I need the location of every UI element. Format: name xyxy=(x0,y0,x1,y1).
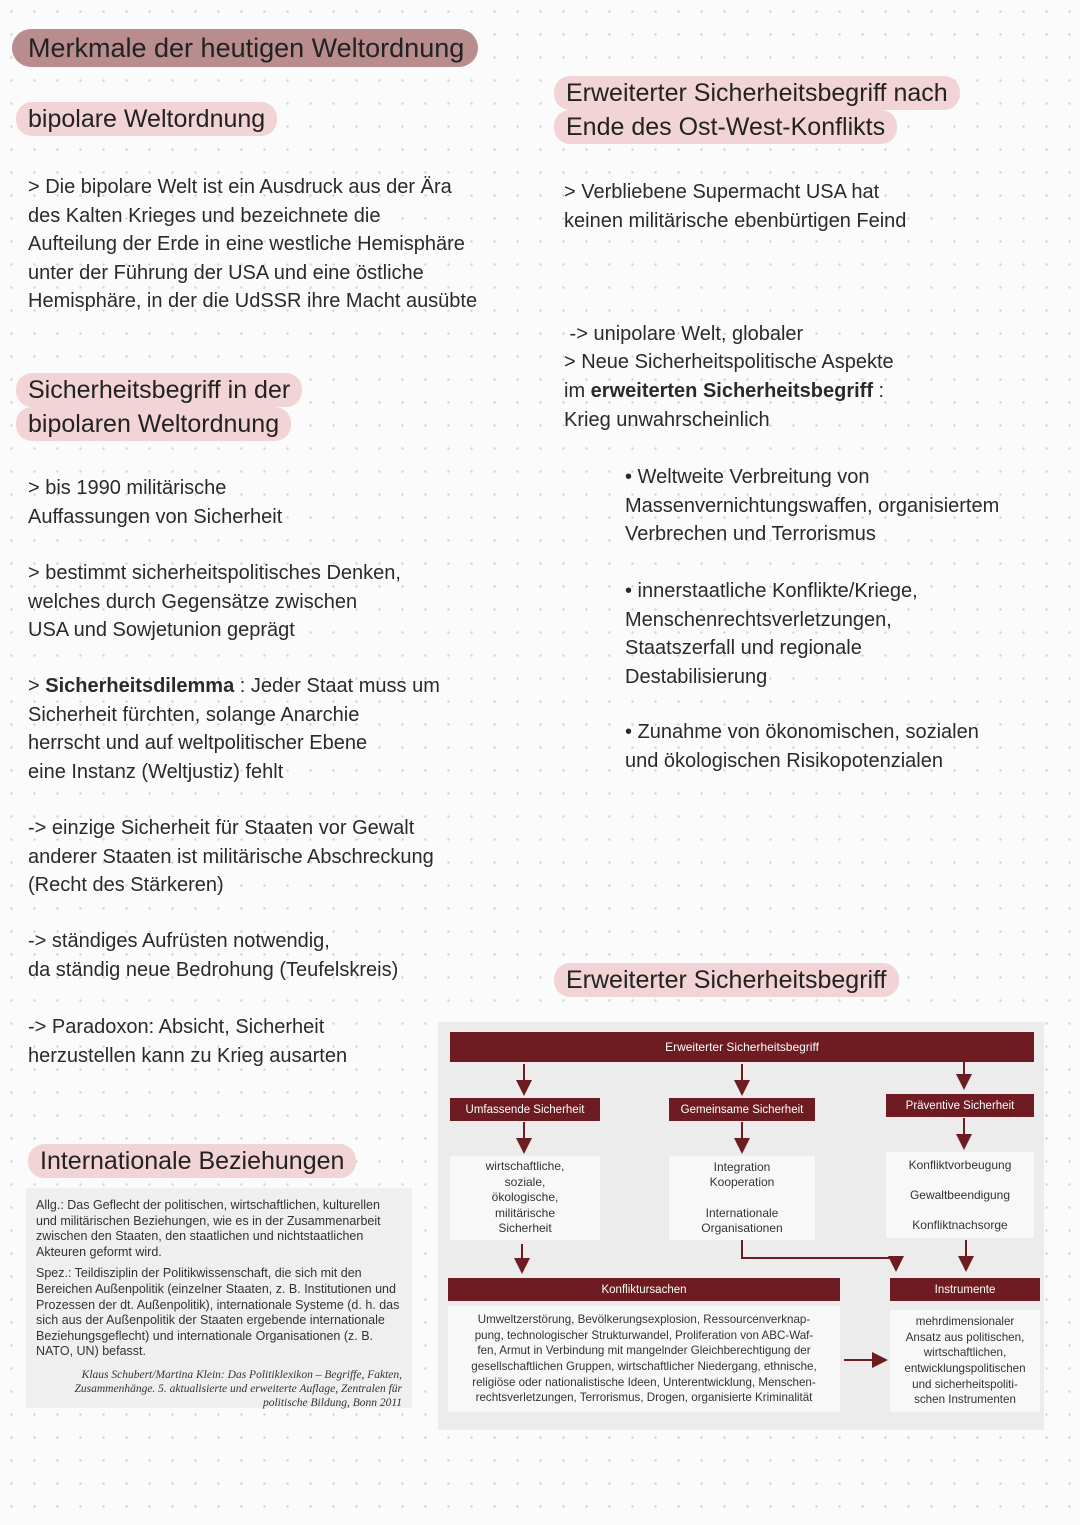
sicherheit-p4: -> einzige Sicherheit für Staaten vor Gewalt anderer Staaten ist militärische Abschreckung (Recht des Stärkeren) xyxy=(28,817,434,896)
ib-citation: Klaus Schubert/Martina Klein: Das Politiklexikon – Begriffe, Fakten, Zusammenhänge. 5. aktualisierte und erweiterte Auflage, Zentralen für politische Bildung, Bonn 2011 xyxy=(74,1368,402,1409)
bullet-1: • Weltweite Verbreitung von Massenvernichtungswaffen, organisiertem Verbrechen und Terrorismus xyxy=(625,466,1000,545)
heading-bipolar: bipolare Weltordnung xyxy=(16,102,277,136)
right-p1: > Verbliebene Supermacht USA hat keinen militärische ebenbürtigen Feind xyxy=(564,181,907,232)
arrow-col2-to-instrumente xyxy=(742,1240,896,1268)
konflikt-title: Konfliktursachen xyxy=(448,1278,840,1301)
instrumente-title: Instrumente xyxy=(890,1278,1040,1301)
col1-title: Umfassende Sicherheit xyxy=(450,1098,600,1121)
sicherheit-p1: > bis 1990 militärische Auffassungen von Sicherheit xyxy=(28,477,283,528)
heading-sicherheit-2: bipolaren Weltordnung xyxy=(16,407,291,441)
bipolar-text: > Die bipolare Welt ist ein Ausdruck aus der Ära des Kalten Krieges und bezeichnete die Aufteilung der Erde in eine westliche Hemisphäre unter der Führung der USA und eine östliche Hemisphäre, in der die UdSSR ihre Macht ausübte xyxy=(28,176,478,312)
sicherheit-p6: -> Paradoxon: Absicht, Sicherheit herzustellen kann zu Krieg ausarten xyxy=(28,1016,348,1067)
ib-spez: Spez.: Teildisziplin der Politikwissenschaft, die sich mit den Bereichen Außenpolitik (einzelner Staaten, z. B. Institutionen und Prozessen der dt. Außenpolitik), internationale Systeme (d. h. das sich aus der Außenpolitik der Staaten ergebende internationale Beziehungsgeflecht) und internationale Organisationen (z. B. NATO, UN) befasst. xyxy=(36,1266,400,1359)
col2-box: Integration Kooperation Internationale Organisationen xyxy=(669,1156,815,1240)
col3-box: Konfliktvorbeugung Gewaltbeendigung Konfliktnachsorge xyxy=(886,1152,1034,1238)
heading-ib: Internationale Beziehungen xyxy=(28,1144,356,1178)
heading-erweitert-1: Erweiterter Sicherheitsbegriff nach xyxy=(554,76,960,110)
heading-erweitert-2: Ende des Ost-West-Konflikts xyxy=(554,110,897,144)
right-p3: > Neue Sicherheitspolitische Aspekte im erweiterten Sicherheitsbegriff : xyxy=(564,351,894,402)
sicherheit-p2: > bestimmt sicherheitspolitisches Denken, welches durch Gegensätze zwischen USA und Sowjetunion geprägt xyxy=(28,562,401,641)
diagram-top-bar: Erweiterter Sicherheitsbegriff xyxy=(450,1032,1034,1062)
diagram xyxy=(438,1022,1044,1430)
col1-box: wirtschaftliche, soziale, ökologische, militärische Sicherheit xyxy=(450,1156,600,1240)
right-p2: -> unipolare Welt, globaler Krieg unwahrscheinlich xyxy=(564,323,804,431)
col2-title: Gemeinsame Sicherheit xyxy=(669,1098,815,1121)
instrumente-box: mehrdimensionaler Ansatz aus politischen, wirtschaftlichen, entwicklungspolitischen und sicherheitspoliti- schen Instrumenten xyxy=(890,1310,1040,1412)
konflikt-box: Umweltzerstörung, Bevölkerungsexplosion, Ressourcenverknap- pung, technologischer Strukturwandel, Proliferation von ABC-Waf- fen, Armut in Verbindung mit mangelnder Gleichberechtigung der gesellschaftlichen Gruppen, wirtschaftlicher Niedergang, ethnische, religiöse oder nationalistische Ideen, Unterentwicklung, Menschen- rechtsverletzungen, Terrorismus, Drogen, organisierte Kriminalität xyxy=(448,1306,840,1412)
sicherheit-p3: > Sicherheitsdilemma : Jeder Staat muss um Sicherheit fürchten, solange Anarchie herrscht und auf weltpolitischer Ebene eine Instanz (Weltjustiz) fehlt xyxy=(28,675,440,783)
heading-diagram: Erweiterter Sicherheitsbegriff xyxy=(554,963,899,997)
page-title: Merkmale der heutigen Weltordnung xyxy=(12,29,478,67)
bullet-3: • Zunahme von ökonomischen, sozialen und ökologischen Risikopotenzialen xyxy=(625,721,979,772)
heading-sicherheit-1: Sicherheitsbegriff in der xyxy=(16,373,302,407)
ib-definition-box xyxy=(26,1188,412,1408)
term-erweiterter-sicherheitsbegriff: erweiterten Sicherheitsbegriff xyxy=(590,379,873,402)
sicherheit-p5: -> ständiges Aufrüsten notwendig, da ständig neue Bedrohung (Teufelskreis) xyxy=(28,930,399,981)
bullet-2: • innerstaatliche Konflikte/Kriege, Menschenrechtsverletzungen, Staatszerfall und regionale Destabilisierung xyxy=(625,580,918,688)
ib-allg: Allg.: Das Geflecht der politischen, wirtschaftlichen, kulturellen und militärischen Beziehungen, wie es in der Zusammenarbeit zwischen den Staaten, den staatlichen und nichtstaatlichen Akteuren geformt wird. xyxy=(36,1198,381,1259)
col3-title: Präventive Sicherheit xyxy=(886,1094,1034,1117)
term-sicherheitsdilemma: Sicherheitsdilemma xyxy=(45,675,235,697)
